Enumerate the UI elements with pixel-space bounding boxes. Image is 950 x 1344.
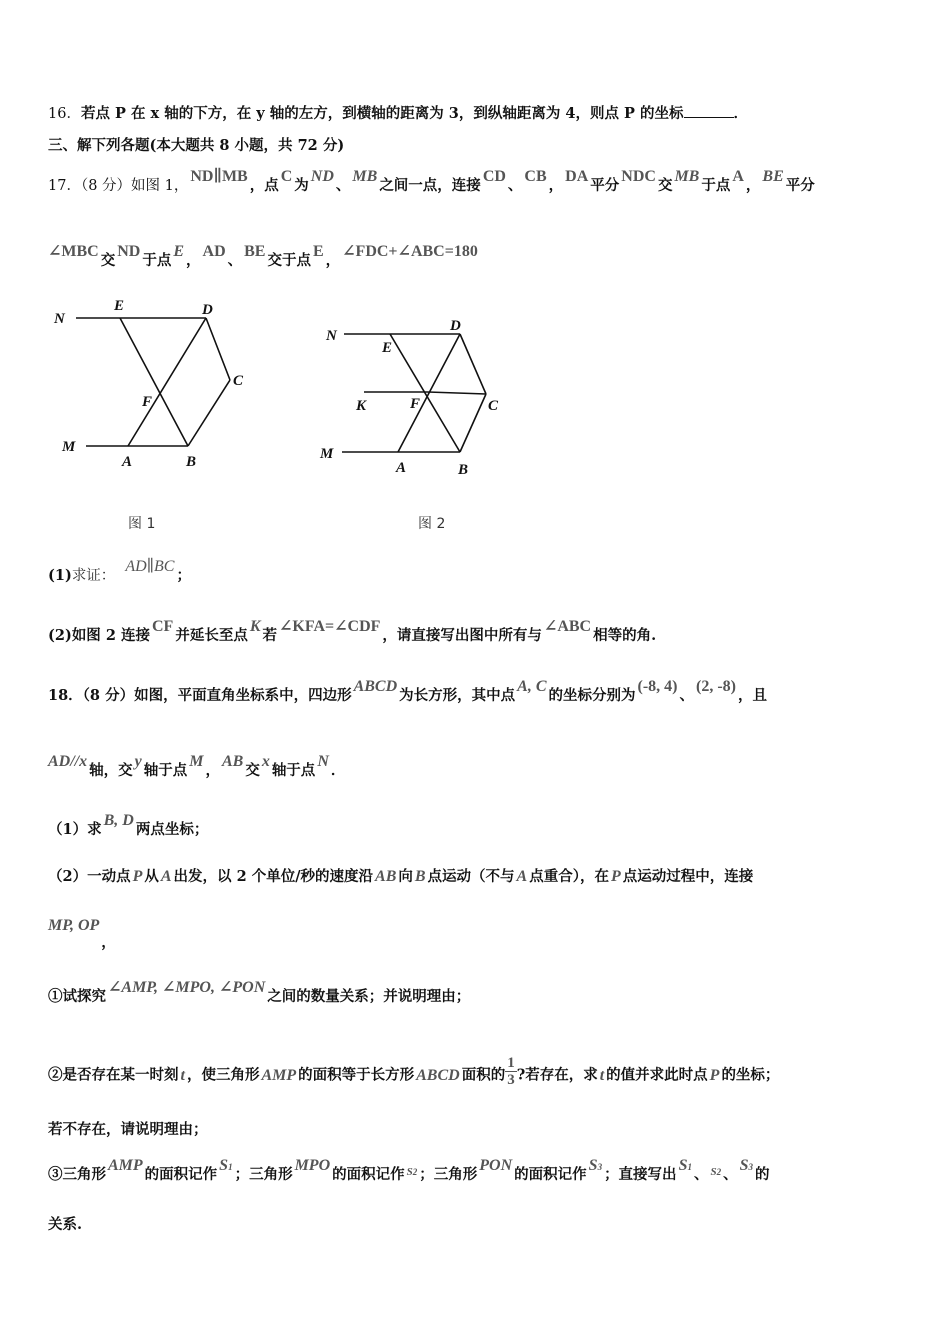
subscript: 1 [687,1162,692,1172]
math-pon: PON [479,1157,513,1174]
math-s1 [217,1157,234,1174]
text: 的坐标分别为 [548,687,636,704]
text: 交 [245,762,260,779]
line-eb [120,318,188,446]
label-e: E [114,298,125,314]
text: （2）一动点 [48,868,131,885]
label-b: B [458,462,469,478]
math-abcd: ABCD [353,678,398,695]
text: 关系. [48,1216,83,1233]
math-angle-equation: ∠FDC+∠ABC=180 [342,243,478,260]
figure-2 [318,310,538,485]
text: ， [745,177,761,194]
line-dc [460,334,486,394]
text: ；三角形 [234,1166,293,1183]
text: ，使三角形 [186,1066,260,1084]
s-symbol: S [710,1166,717,1178]
text: ； [176,567,191,584]
text: 为 [294,177,309,194]
label-d: D [450,318,461,334]
text: 出发，以 2 个单位/秒的速度沿 [173,868,374,885]
s-symbol: S [739,1157,749,1174]
text: 平分 [785,177,815,194]
math-b: B [414,868,426,885]
text: 点运动（不与 [427,868,515,885]
label-e: E [382,340,393,356]
math-be: BE [244,243,266,260]
text: ?若存在，求 [516,1066,598,1084]
text: 、 [679,687,694,704]
math-mpo: MPO [294,1157,331,1174]
part-label: (1) [48,567,72,584]
math-e: E [173,243,185,260]
math-s3 [587,1157,604,1174]
math-mb: MB [674,168,700,185]
text: ， [325,252,341,269]
math-amp: AMP [108,1157,143,1174]
label-m: M [320,446,334,462]
figure-1 [48,290,268,480]
text: （1）求 [48,821,102,838]
text: 、 [507,177,523,194]
text: ， [205,762,220,779]
math-angle-abc: ∠ABC [543,618,592,635]
q18-number: 18．（8 分）如图，平面直角坐标系中，四边形 [48,687,352,704]
math-s2 [405,1166,420,1178]
math-s2 [708,1166,723,1178]
text: 点运动过程中，连接 [622,868,754,885]
math-nd-parallel-mb: ND∥MB [190,168,248,185]
math-ab: AB [221,753,244,770]
fraction-denominator: 3 [507,1072,515,1088]
math-p: P [610,868,621,885]
q17-line-1 [48,168,815,196]
text: 的坐标； [721,1066,780,1084]
text: 相等的角. [593,627,657,644]
text: ；三角形 [419,1166,478,1183]
q16-text: 若点 P 在 x 轴的下方，在 y 轴的左方，到横轴的距离为 3，到纵轴距离为 4，则点 P 的坐标 [80,105,684,122]
math-cb: CB [524,168,547,185]
math-ad-parallel-bc: AD∥BC [125,558,175,575]
math-s1 [677,1157,694,1174]
section-3-title-text: 三、解下列各题(本大题共 8 小题，共 72 分) [48,137,345,154]
text: 交于点 [267,252,311,269]
label-f: F [142,394,153,410]
label-d: D [202,302,213,318]
math-b-d: B, D [103,812,134,829]
math-da: DA [565,168,589,185]
text: 之间一点，连接 [379,177,481,194]
subscript: 3 [597,1162,603,1172]
text: 如图 2 连接 [71,627,150,644]
math-coordinate-a: (-8, 4) [637,678,678,695]
q18-sub-3 [48,1157,770,1186]
q18-sub-3-line-2 [48,1215,82,1235]
text: 向 [398,868,413,885]
label-c: C [233,373,244,389]
q17-number: 17．（8 分）如图 1， [48,178,189,194]
math-s3 [738,1157,755,1174]
q18-line-2 [48,753,346,781]
text: 交 [657,177,673,194]
math-mp-op: MP, OP [48,917,100,934]
fraction-one-third [505,1055,517,1088]
math-t: t [180,1066,185,1084]
q18-line-1 [48,678,767,706]
text: 的面积等于长方形 [298,1066,415,1084]
label-a: A [396,460,407,476]
text: 、 [723,1166,738,1183]
math-coordinate-c: (2, -8) [695,678,736,695]
math-c: C [280,168,293,185]
section-3-title [48,136,344,156]
q17-part-2 [48,618,657,646]
part-label: (2) [48,627,72,644]
q17-line-2 [48,243,480,271]
math-amp: AMP [261,1066,297,1084]
text: 若不存在，请说明理由； [48,1121,208,1138]
s-symbol: S [588,1157,598,1174]
line-dc [206,318,230,380]
text: ；直接写出 [604,1166,677,1183]
label-b: B [186,454,197,470]
text: 点重合），在 [529,868,609,885]
text: 平分 [590,177,620,194]
q18-part-2-line-2 [48,917,116,951]
text: 若 [262,627,277,644]
text: 并延长至点 [175,627,248,644]
text: ， [101,934,116,951]
math-a: A [732,168,744,185]
q18-sub-1 [48,979,471,1007]
figure-1-caption: 图 1 [128,516,156,532]
text: ，请直接写出图中所有与 [382,627,542,644]
label-f: F [410,396,421,412]
text: 于点 [701,177,731,194]
text: 从 [144,868,159,885]
s-symbol: S [678,1157,688,1174]
q16-line [48,103,748,124]
text: 的 [755,1166,770,1183]
text: 的面积记作 [514,1166,587,1183]
text: 交 [100,252,116,269]
label-c: C [488,398,499,414]
s-symbol: S [219,1157,229,1174]
label-n: N [326,328,337,344]
text: 的面积记作 [144,1166,218,1183]
math-k: K [249,618,261,635]
subscript: 2 [412,1167,418,1177]
text: 求证： [71,568,116,584]
text: 的面积记作 [332,1166,405,1183]
math-a-c: A, C [517,678,547,695]
text: ，且 [737,687,767,704]
q17-part-1 [48,558,191,586]
subscript: 1 [228,1162,233,1172]
q18-part-1 [48,812,209,840]
math-ad-parallel-x: AD//x [48,753,88,770]
math-mb: MB [352,168,378,185]
math-nd: ND [117,243,141,260]
s-symbol: S [406,1166,413,1178]
line-cb [188,380,230,446]
line-fc [428,392,486,394]
math-p: P [709,1066,720,1084]
text: ，点 [249,177,279,194]
q18-part-2 [48,867,753,887]
q16-end: ． [733,105,748,122]
math-cf: CF [152,618,174,635]
math-cd: CD [482,168,506,185]
q18-sub-2 [48,1055,780,1092]
text: ． [330,762,346,779]
text: ， [548,177,564,194]
text: 轴，交 [89,762,133,779]
math-y: y [134,753,142,770]
text: ①试探究 [48,988,106,1005]
label-a: A [122,454,133,470]
math-nd: ND [310,168,334,185]
text: 、 [693,1166,709,1183]
fraction-numerator: 1 [507,1055,515,1071]
math-m: M [189,753,204,770]
text: 之间的数量关系；并说明理由； [267,988,471,1005]
figure-2-caption: 图 2 [418,516,446,532]
text: 为长方形，其中点 [399,687,516,704]
math-e: E [312,243,324,260]
math-angle-mbc: ∠MBC [48,243,99,260]
label-k: K [356,398,367,414]
text: 于点 [142,252,172,269]
math-angles: ∠AMP, ∠MPO, ∠PON [108,979,266,996]
math-abcd: ABCD [416,1066,460,1084]
line-cb [460,394,486,452]
label-m: M [62,439,76,455]
math-p: P [132,868,143,885]
text: ， [186,252,201,269]
text: ③三角形 [48,1166,106,1183]
q16-number: 16． [48,106,81,122]
text: 的值并求此时点 [606,1066,708,1084]
line-da [128,318,206,446]
math-a: A [160,868,172,885]
q16-answer-blank [684,103,734,118]
math-ndc: NDC [621,168,656,185]
math-ad: AD [202,243,226,260]
text: 、 [335,177,351,194]
text: 轴于点 [143,762,188,779]
q18-sub-2-line-2 [48,1120,208,1140]
math-a: A [516,868,528,885]
math-be: BE [762,168,784,185]
text: ②是否存在某一时刻 [48,1066,179,1084]
math-n: N [317,753,329,770]
text: 、 [227,252,243,269]
math-angle-equation: ∠KFA=∠CDF [279,618,381,635]
math-ab: AB [375,868,397,885]
math-t: t [599,1066,605,1084]
math-x: x [261,753,270,770]
text: 轴于点 [271,762,316,779]
subscript: 2 [716,1167,722,1177]
text: 两点坐标； [135,821,209,838]
text: 面积的 [461,1066,506,1084]
subscript: 3 [748,1162,753,1172]
label-n: N [54,311,65,327]
